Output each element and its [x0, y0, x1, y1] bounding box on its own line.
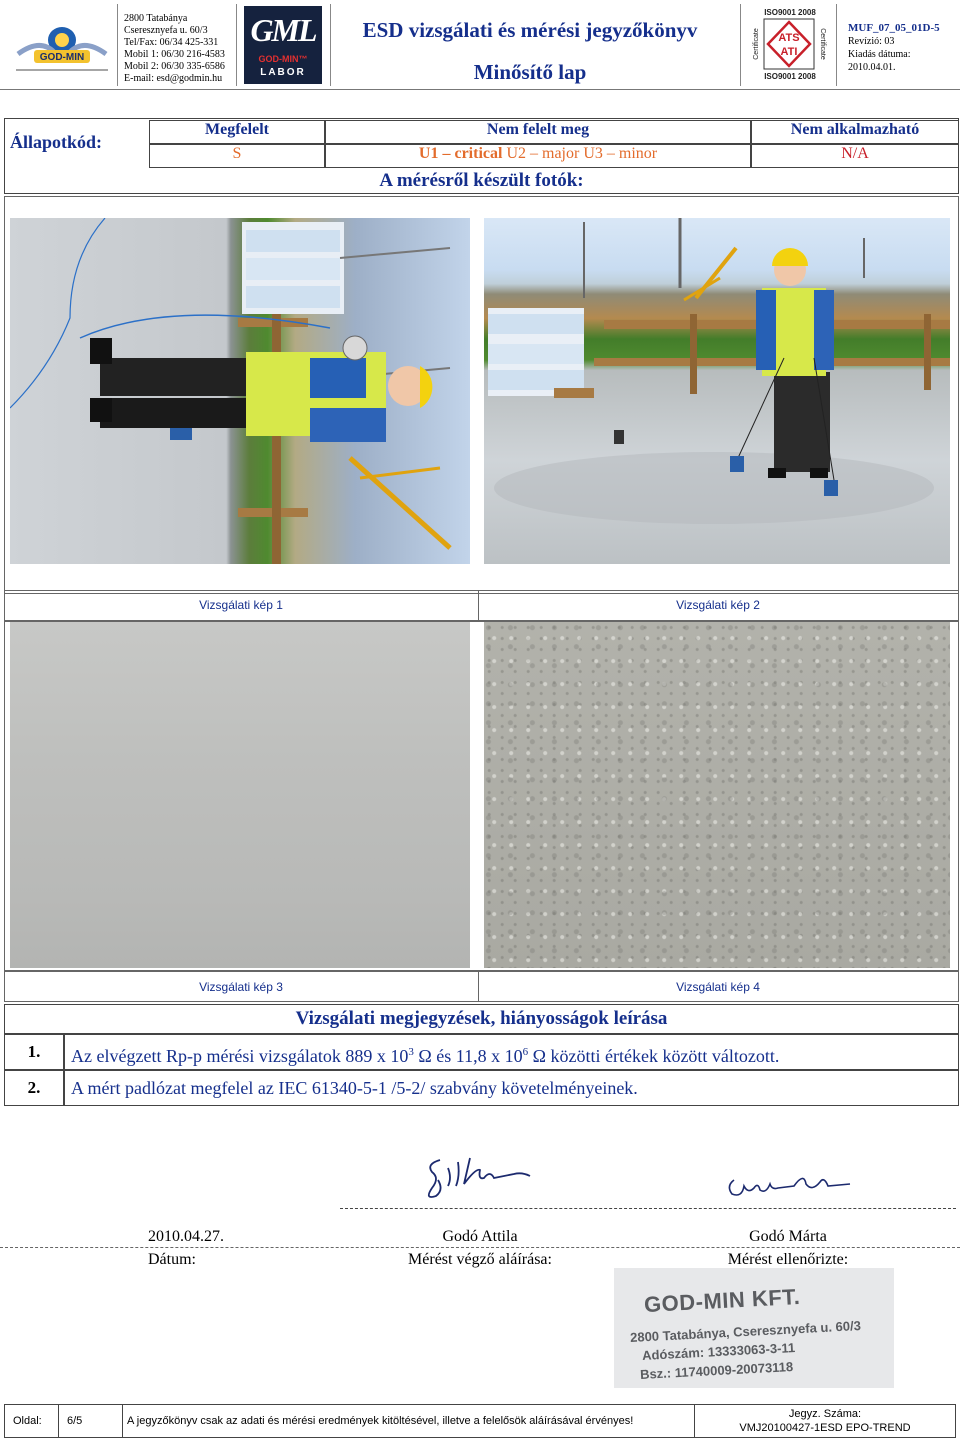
remark-number: 2. [4, 1070, 64, 1106]
date-label: Dátum: [148, 1251, 196, 1268]
svg-text:ISO9001 2008: ISO9001 2008 [764, 72, 816, 81]
contact-line: Tel/Fax: 06/34 425-331 [124, 37, 219, 48]
stamp-tax-number: Adószám: 13333063-3-11 [641, 1340, 796, 1363]
photo-caption-4: Vizsgálati kép 4 [676, 980, 760, 994]
document-subtitle: Minősítő lap [473, 60, 587, 84]
status-value-na: N/A [751, 144, 959, 168]
header-divider [740, 4, 741, 86]
gml-labor-logo [244, 6, 322, 84]
measurer-name: Godó Attila [442, 1228, 518, 1245]
checker-signature [724, 1164, 854, 1202]
test-photo-4 [484, 622, 950, 968]
test-photo-2 [484, 218, 950, 564]
company-contact-block [124, 13, 225, 85]
contact-line: Mobil 2: 06/30 335-6586 [124, 61, 225, 72]
test-photo-1 [10, 218, 470, 564]
status-minor: U3 – minor [583, 145, 658, 162]
issue-date-label: Kiadás dátuma: [848, 49, 911, 60]
stamp-company-name: GOD-MIN KFT. [643, 1283, 801, 1318]
status-major: U2 – major [506, 145, 580, 162]
status-header-fail: Nem felelt meg [325, 120, 751, 144]
document-title: ESD vizsgálati és mérési jegyzőkönyv [362, 18, 698, 42]
svg-text:Certificate: Certificate [819, 28, 826, 60]
gml-labor-line: LABOR [260, 67, 306, 78]
remarks-section-title: Vizsgálati megjegyzések, hiányosságok leírása [4, 1004, 959, 1034]
measurer-label: Mérést végző aláírása: [408, 1251, 552, 1268]
contact-line: Cseresznyefa u. 60/3 [124, 25, 208, 36]
page-label: Oldal: [5, 1405, 59, 1437]
gml-letters: GML [250, 12, 316, 48]
test-photo-3 [10, 622, 470, 968]
header-divider [836, 4, 837, 86]
status-header-na: Nem alkalmazható [751, 120, 959, 144]
photo-caption-2: Vizsgálati kép 2 [676, 598, 760, 612]
contact-line: Mobil 1: 06/30 216-4583 [124, 49, 225, 60]
reference-label: Jegyz. Száma: [788, 1408, 862, 1420]
svg-text:ATS: ATS [778, 32, 800, 44]
contact-line: E-mail: esd@godmin.hu [124, 73, 223, 84]
reference-value: VMJ20100427-1ESD EPO-TREND [739, 1422, 911, 1434]
checker-name: Godó Márta [749, 1228, 827, 1245]
status-critical: U1 – critical [418, 145, 503, 162]
issue-date-value: 2010.04.01. [848, 62, 896, 73]
page-value: 6/5 [59, 1405, 123, 1437]
svg-text:ATI: ATI [780, 46, 798, 58]
company-stamp [614, 1268, 894, 1388]
document-info-block [848, 22, 940, 74]
revision-label: Revízió: 03 [848, 36, 895, 47]
checker-label: Mérést ellenőrizte: [727, 1251, 849, 1268]
photos-section-title: A mérésről készült fotók: [379, 170, 584, 191]
reference-number-block [695, 1405, 955, 1437]
company-logo-text: GOD-MIN [39, 52, 85, 63]
remark-text: A mért padlózat megfelel az IEC 61340-5-1 /5-2/ szabvány követelményeinek. [64, 1070, 959, 1106]
status-code-label: Állapotkód: [10, 132, 103, 152]
photo-caption-1: Vizsgálati kép 1 [199, 598, 283, 612]
stamp-address: 2800 Tatabánya, Cseresznyefa u. 60/3 [629, 1317, 862, 1346]
signature-line [340, 1208, 956, 1209]
svg-text:ISO9001 2008: ISO9001 2008 [764, 8, 816, 17]
remark-text: Az elvégzett Rp-p mérési vizsgálatok 889 x $10^3$ Ω és 11,8 x $10^6$ Ω közötti értékek között változott. [64, 1034, 959, 1070]
header-divider [236, 4, 237, 86]
status-header-pass: Megfelelt [149, 120, 325, 144]
measurer-signature [418, 1150, 538, 1206]
photo-caption-3: Vizsgálati kép 3 [199, 980, 283, 994]
date-value: 2010.04.27. [148, 1228, 224, 1245]
iso-certificate-logo [752, 6, 828, 82]
status-value-fail [325, 144, 751, 168]
document-code: MUF_07_05_01D-5 [848, 22, 940, 34]
header-divider [117, 4, 118, 86]
svg-text:Certificate: Certificate [753, 28, 760, 60]
stamp-bank-number: Bsz.: 11740009-20073118 [639, 1359, 794, 1382]
remark-number: 1. [4, 1034, 64, 1070]
godmin-company-logo [10, 18, 114, 78]
document-footer [4, 1404, 956, 1438]
contact-line: 2800 Tatabánya [124, 13, 188, 24]
footer-note: A jegyzőkönyv csak az adati és mérési eredmények kitöltésével, illetve a felelősök aláírásával érvényes! [123, 1405, 695, 1437]
gml-brand-line: GOD-MIN™ [258, 54, 308, 64]
status-value-pass: S [149, 144, 325, 168]
signature-separator [0, 1247, 960, 1248]
